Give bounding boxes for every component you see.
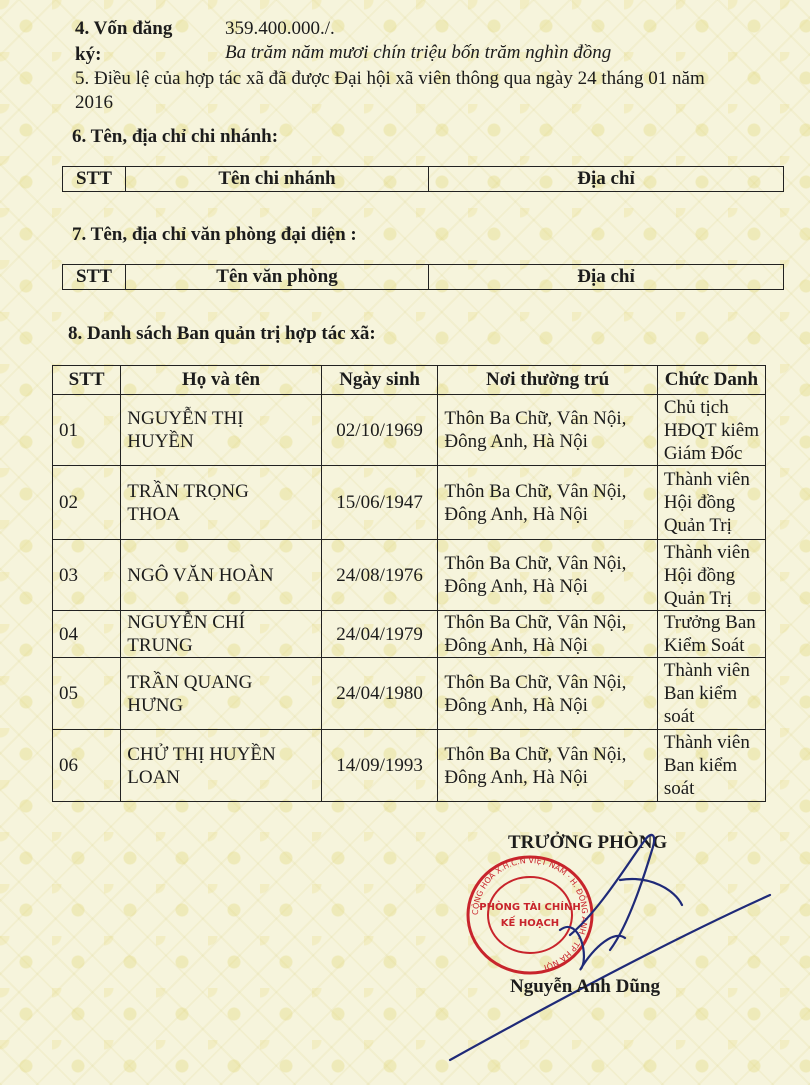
- table-row: [53, 540, 766, 611]
- signature-stroke: [450, 835, 770, 1060]
- col-stt: STT: [53, 366, 121, 395]
- cell-title: [657, 395, 765, 466]
- cell-dob: 02/10/1969: [321, 395, 438, 466]
- cell-name: [121, 730, 322, 802]
- board-table: [52, 365, 766, 802]
- cell-name: [121, 395, 322, 466]
- table-header-row: [53, 366, 766, 395]
- cell-stt: 05: [53, 658, 121, 730]
- cell-name: [121, 658, 322, 730]
- title-line: soát: [663, 778, 695, 799]
- col-full-name: Họ và tên: [121, 366, 322, 395]
- title-line: Thành viên: [663, 732, 750, 753]
- name-line: CHỬ THỊ HUYỀN: [127, 743, 276, 765]
- address-line: Thôn Ba Chữ, Vân Nội,: [444, 408, 627, 429]
- address-line: Đông Anh, Hà Nội: [444, 431, 588, 452]
- col-position: Chức Danh: [657, 366, 765, 395]
- cell-name: [121, 466, 322, 540]
- title-line: Quản Trị: [663, 515, 732, 536]
- address-line: Đông Anh, Hà Nội: [444, 635, 588, 656]
- table-header-row: [63, 167, 784, 192]
- name-line: THOA: [127, 503, 181, 525]
- table-row: [53, 611, 766, 658]
- cell-address: [438, 540, 657, 611]
- name-line: LOAN: [127, 766, 181, 788]
- cell-address: [438, 395, 657, 466]
- branches-heading: 6. Tên, địa chỉ chi nhánh:: [72, 126, 279, 147]
- col-branch-name: Tên chi nhánh: [126, 167, 429, 192]
- name-line: TRẦN TRỌNG: [127, 480, 249, 502]
- title-line: Thành viên: [663, 660, 750, 681]
- address-line: Đông Anh, Hà Nội: [444, 576, 588, 597]
- cell-stt: 02: [53, 466, 121, 540]
- title-line: Quản Trị: [663, 587, 732, 609]
- capital-label-line1: 4. Vốn đăng: [75, 18, 173, 39]
- table-row: [53, 466, 766, 540]
- title-line: Ban kiểm: [663, 683, 738, 704]
- offices-heading: 7. Tên, địa chỉ văn phòng đại diện :: [72, 224, 357, 245]
- capital-amount-words: Ba trăm năm mươi chín triệu bốn trăm nghìn đồng: [225, 42, 612, 63]
- cell-dob: 24/04/1980: [321, 658, 438, 730]
- cell-title: [657, 730, 765, 802]
- cell-stt: 03: [53, 540, 121, 611]
- board-heading: 8. Danh sách Ban quản trị hợp tác xã:: [68, 323, 376, 344]
- cell-name: [121, 611, 322, 658]
- charter-line2: 2016: [75, 92, 113, 113]
- stamp-outer-text: CỘNG HOÀ X.H.C.N VIỆT NAM · H. ĐÔNG ANH - TP HÀ NỘI: [470, 855, 590, 972]
- col-office-name: Tên văn phòng: [126, 265, 429, 290]
- cell-title: [657, 466, 765, 540]
- cell-address: [438, 658, 657, 730]
- cell-address: [438, 730, 657, 802]
- capital-label-line2: ký:: [75, 44, 102, 65]
- title-line: Thành viên: [663, 469, 750, 490]
- cell-address: [438, 611, 657, 658]
- address-line: Thôn Ba Chữ, Vân Nội,: [444, 671, 627, 693]
- cell-stt: 01: [53, 395, 121, 466]
- title-line: soát: [663, 706, 695, 727]
- signer-name: Nguyễn Anh Dũng: [510, 976, 660, 997]
- col-office-address: Địa chỉ: [429, 265, 784, 290]
- name-line: TRUNG: [127, 635, 193, 656]
- address-line: Thôn Ba Chữ, Vân Nội,: [444, 743, 627, 765]
- charter-line1: 5. Điều lệ của hợp tác xã đã được Đại hội xã viên thông qua ngày 24 tháng 01 năm: [75, 68, 705, 89]
- capital-amount: 359.400.000./.: [225, 18, 335, 39]
- name-line: NGUYỄN THỊ: [127, 408, 244, 429]
- cell-title: [657, 611, 765, 658]
- title-line: Hội đồng: [663, 564, 736, 586]
- title-line: Thành viên: [663, 541, 750, 563]
- cell-dob: 24/08/1976: [321, 540, 438, 611]
- cell-stt: 04: [53, 611, 121, 658]
- name-line: NGUYỄN CHÍ: [127, 612, 245, 633]
- cell-stt: 06: [53, 730, 121, 802]
- stamp-inner-line2: KẾ HOẠCH: [500, 918, 560, 929]
- name-line: HƯNG: [127, 694, 184, 716]
- cell-dob: 15/06/1947: [321, 466, 438, 540]
- table-header-row: [63, 265, 784, 290]
- table-row: [53, 730, 766, 802]
- cell-dob: 24/04/1979: [321, 611, 438, 658]
- cell-title: [657, 540, 765, 611]
- offices-table: [62, 264, 784, 290]
- title-line: Chủ tịch: [663, 396, 729, 418]
- cell-title: [657, 658, 765, 730]
- col-stt: STT: [63, 167, 126, 192]
- address-line: Thôn Ba Chữ, Vân Nội,: [444, 553, 627, 574]
- signer-title: TRƯỞNG PHÒNG: [508, 832, 668, 853]
- name-line: NGÔ VĂN HOÀN: [127, 564, 274, 586]
- address-line: Đông Anh, Hà Nội: [444, 503, 588, 525]
- address-line: Đông Anh, Hà Nội: [444, 694, 588, 716]
- branches-table: [62, 166, 784, 192]
- address-line: Thôn Ba Chữ, Vân Nội,: [444, 480, 627, 502]
- title-line: Trưởng Ban: [663, 612, 756, 633]
- name-line: TRẦN QUANG: [127, 671, 253, 693]
- title-line: HĐQT kiêm: [663, 419, 759, 441]
- col-stt: STT: [63, 265, 126, 290]
- title-line: Hội đồng: [663, 492, 736, 513]
- cell-address: [438, 466, 657, 540]
- table-row: [53, 395, 766, 466]
- col-branch-address: Địa chỉ: [429, 167, 784, 192]
- title-line: Kiểm Soát: [663, 635, 745, 656]
- cell-name: [121, 540, 322, 611]
- address-line: Thôn Ba Chữ, Vân Nội,: [444, 612, 627, 633]
- stamp-inner-line1: PHÒNG TÀI CHÍNH: [479, 902, 581, 913]
- col-birth-date: Ngày sinh: [321, 366, 438, 395]
- col-residence: Nơi thường trú: [438, 366, 657, 395]
- title-line: Ban kiểm: [663, 755, 738, 776]
- handwritten-signature-icon: [420, 820, 780, 1070]
- title-line: Giám Đốc: [663, 442, 743, 464]
- name-line: HUYỀN: [127, 431, 194, 452]
- address-line: Đông Anh, Hà Nội: [444, 766, 588, 788]
- table-row: [53, 658, 766, 730]
- cell-dob: 14/09/1993: [321, 730, 438, 802]
